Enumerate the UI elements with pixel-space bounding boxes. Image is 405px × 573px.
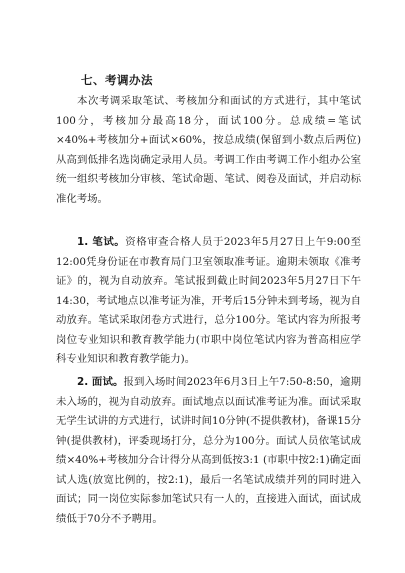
- paragraph-interview: [56, 373, 361, 529]
- written-exam-lead: 1. 笔试。: [77, 236, 126, 248]
- section-heading: 七、考调办法: [81, 73, 153, 87]
- paragraph-overview-text: 本次考调采取笔试、考核加分和面试的方式进行，其中笔试100分，考核加分最高18分，面试100分。总成绩=笔试×40%+考核加分+面试×60%，按总成绩(保留到小数点后两位)从高到低排名选岗确定录用人员。考调工作由考调工作小组办公室统一组织考核加分审核、笔试命题、笔试、阅卷及面试，并启动标准化考场。: [56, 95, 361, 205]
- paragraph-overview: [56, 92, 361, 209]
- interview-lead: 2. 面试。: [77, 376, 124, 388]
- interview-text: 报到入场时间2023年6月3日上午7:50-8:50，逾期未入场的，视为自动放弃。面试地点以面试准考证为准。面试采取无学生试讲的方式进行，试讲时间10分钟(不提供教材)，备课15分钟(提供教材)，评委现场打分，总分为100分。面试人员依笔试成绩×40%+考核加分合计得分从高到低按3:1 (市职中按2:1)确定面试人选(放宽比例的，按2:1)，最后一名笔试成绩并列的同时进入面试；同一岗位实际参加笔试只有一人的，直接进入面试，面试成绩低于70分不予聘用。: [56, 376, 361, 525]
- written-exam-text: 资格审查合格人员于2023年5月27日上午9:00至12:00凭身份证在市教育局门卫室领取准考证。逾期未领取《准考证》的，视为自动放弃。笔试报到截止时间2023年5月27日下午14:30，考试地点以准考证为准，开考后15分钟未到考场，视为自动放弃。笔试采取闭卷方式进行，总分100分。笔试内容为所报考岗位专业知识和教育教学能力(市职中岗位笔试内容为普高相应学科专业知识和教育教学能力)。: [56, 236, 362, 365]
- paragraph-written-exam: [56, 233, 361, 370]
